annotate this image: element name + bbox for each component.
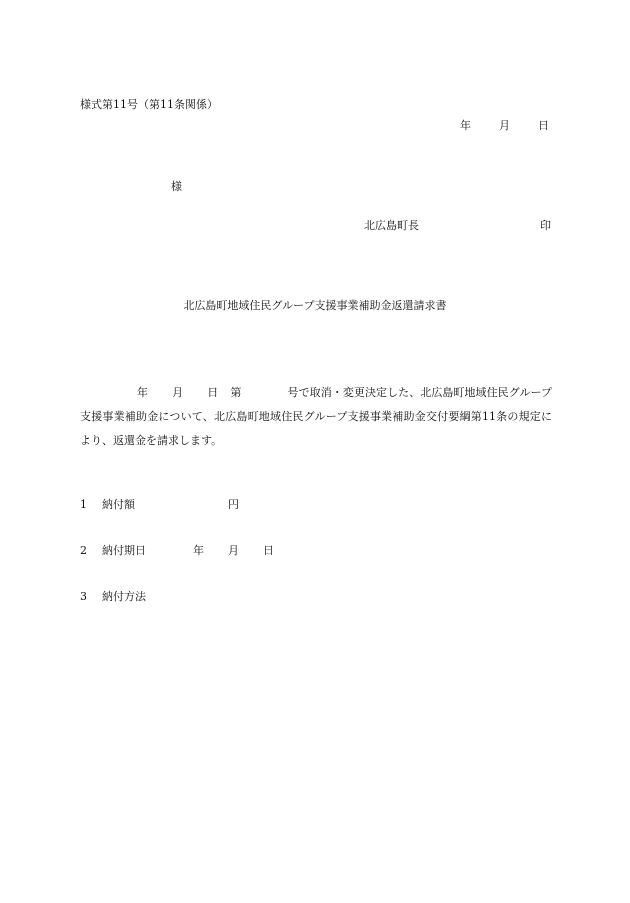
seal-label: 印	[540, 219, 551, 232]
body-text: 号で取消・変更決定した、北広島町地域住民グループ支援事業補助金について、北広島町地域住民グループ支援事業補助金交付要綱第11条の規定により、返還金を請求します。	[80, 386, 553, 447]
item-number: 1	[80, 498, 87, 511]
item-month-label: 月	[228, 544, 239, 557]
date-day-label: 日	[538, 119, 549, 132]
item-label: 納付額	[102, 498, 135, 511]
item-year-label: 年	[193, 544, 204, 557]
item-day-label: 日	[263, 544, 274, 557]
date-header	[460, 120, 549, 131]
item-payment-method	[80, 591, 146, 602]
issuer-name: 北広島町長	[364, 219, 419, 232]
form-number: 様式第11号（第11条関係）	[80, 98, 218, 111]
body-year-label: 年	[137, 386, 149, 399]
item-payment-amount	[80, 499, 239, 510]
item-number: 2	[80, 544, 87, 557]
item-label: 納付期日	[102, 544, 146, 557]
date-month-label: 月	[499, 119, 510, 132]
addressee-suffix: 様	[171, 180, 182, 193]
body-month-label: 月	[172, 386, 184, 399]
body-number-prefix: 第	[230, 386, 242, 399]
body-day-label: 日	[207, 386, 219, 399]
item-unit: 円	[228, 498, 239, 511]
document-title: 北広島町地域住民グループ支援事業補助金返還請求書	[183, 299, 447, 312]
item-label: 納付方法	[102, 590, 146, 603]
body-paragraph	[80, 381, 552, 453]
item-payment-due-date	[80, 545, 274, 556]
item-number: 3	[80, 590, 87, 603]
date-year-label: 年	[460, 119, 471, 132]
